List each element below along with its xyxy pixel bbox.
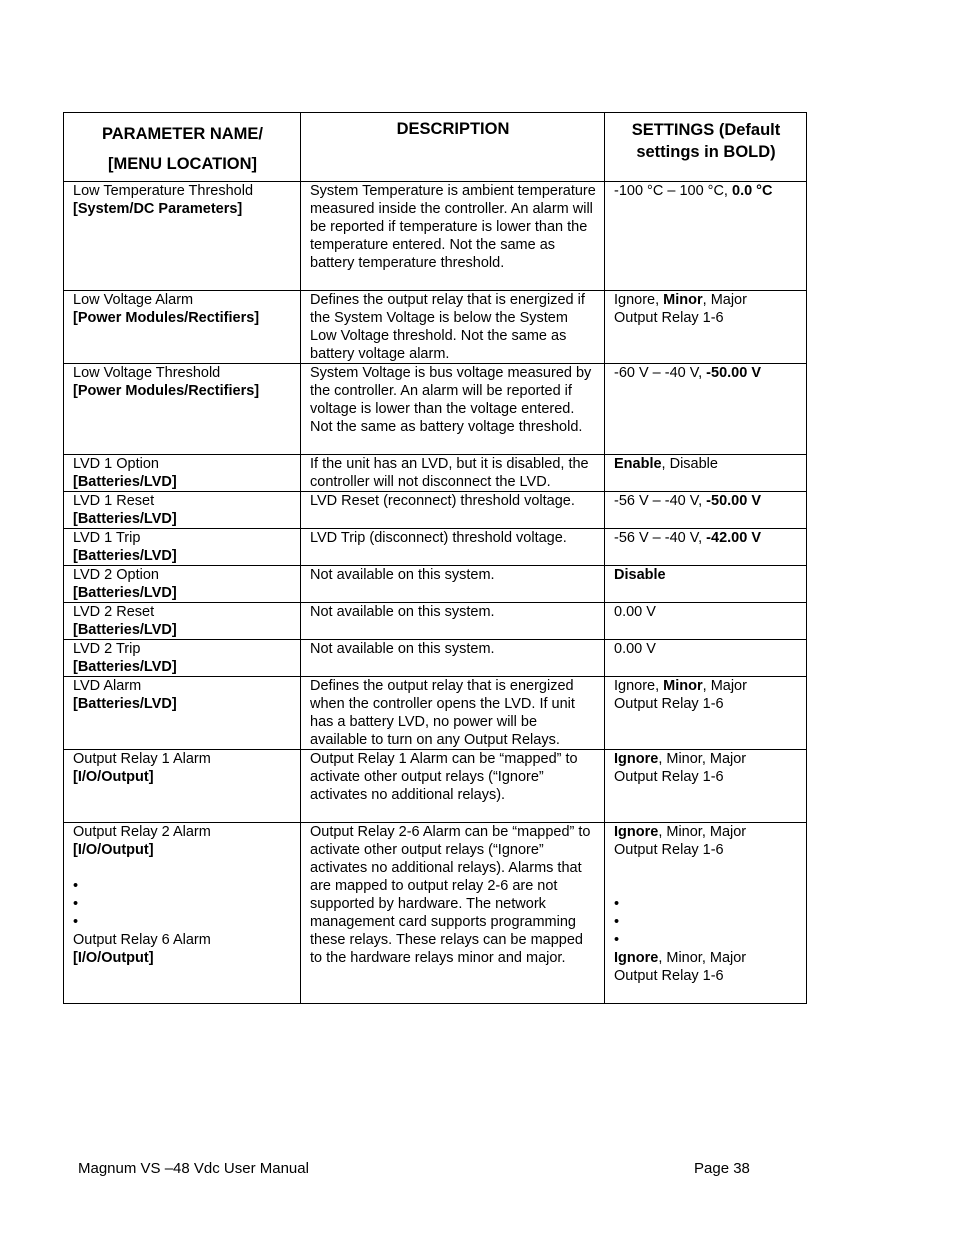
parameter-name: LVD 1 Reset: [73, 493, 155, 509]
table-row: [64, 492, 807, 529]
default-value: Minor: [663, 678, 703, 694]
description-cell: Output Relay 2-6 Alarm can be “mapped” to activate other output relays (“Ignore” activates no additional relays). Alarms that are mapped to output relay 2-6 are not supported by hardware. The network management card supports programming these relays. These relays can be mapped to the hardware relays minor and major.: [301, 823, 605, 1004]
table-row: [64, 182, 807, 291]
parameter-name: LVD Alarm: [73, 678, 142, 694]
parameter-cell: [64, 640, 301, 677]
table-row: [64, 364, 807, 455]
ellipsis-bullet: •: [614, 914, 620, 930]
footer-page-number: Page 38: [694, 1160, 750, 1177]
parameter-name: LVD 2 Option: [73, 567, 159, 583]
settings-cell: [605, 566, 807, 603]
menu-location: [Batteries/LVD]: [73, 511, 177, 527]
table-row: [64, 566, 807, 603]
settings-cell: 0.00 V: [605, 603, 807, 640]
default-value: 0.0 °C: [732, 183, 773, 199]
default-value: Disable: [614, 567, 666, 583]
description-cell: Defines the output relay that is energized when the controller opens the LVD. If unit has a battery LVD, no power will be available to turn on any Output Relays.: [301, 677, 605, 750]
default-value: -50.00 V: [706, 493, 761, 509]
default-value: Ignore: [614, 824, 659, 840]
settings-cell: Enable, Disable: [605, 455, 807, 492]
parameter-name: LVD 2 Reset: [73, 604, 155, 620]
parameter-name: Output Relay 2 Alarm: [73, 824, 211, 840]
header-description: DESCRIPTION: [301, 113, 605, 182]
default-value: Ignore: [614, 751, 659, 767]
description-cell: Not available on this system.: [301, 640, 605, 677]
ellipsis-bullet: •: [73, 896, 79, 912]
description-cell: System Voltage is bus voltage measured by the controller. An alarm will be reported if voltage is lower than the voltage entered. Not the same as battery voltage threshold.: [301, 364, 605, 455]
table-row: [64, 529, 807, 566]
settings-cell: Ignore, Minor, Major Output Relay 1-6 • • • Ignore, Minor, Major Output Relay 1-6: [605, 823, 807, 1004]
parameter-name: LVD 2 Trip: [73, 641, 141, 657]
footer-manual-title: Magnum VS –48 Vdc User Manual: [78, 1160, 309, 1177]
menu-location: [Power Modules/Rectifiers]: [73, 310, 260, 326]
menu-location: [System/DC Parameters]: [73, 201, 243, 217]
ellipsis-bullet: •: [614, 896, 620, 912]
table-row: [64, 455, 807, 492]
parameter-name: LVD 1 Trip: [73, 530, 141, 546]
table-header-row: [64, 113, 807, 182]
table-row: [64, 823, 807, 1004]
description-cell: Defines the output relay that is energized if the System Voltage is below the System Low Voltage threshold. Not the same as battery voltage alarm.: [301, 291, 605, 364]
ellipsis-bullet: •: [614, 932, 620, 948]
description-cell: If the unit has an LVD, but it is disabled, the controller will not disconnect the LVD.: [301, 455, 605, 492]
settings-cell: Ignore, Minor, Major Output Relay 1-6: [605, 291, 807, 364]
default-value: Ignore: [614, 950, 659, 966]
table-row: [64, 603, 807, 640]
description-cell: Not available on this system.: [301, 566, 605, 603]
parameter-name: LVD 1 Option: [73, 456, 159, 472]
parameter-cell: [64, 823, 301, 1004]
menu-location: [I/O/Output]: [73, 842, 154, 858]
settings-cell: -60 V – -40 V, -50.00 V: [605, 364, 807, 455]
menu-location: [Batteries/LVD]: [73, 548, 177, 564]
menu-location: [I/O/Output]: [73, 950, 154, 966]
settings-cell: -56 V – -40 V, -42.00 V: [605, 529, 807, 566]
settings-cell: -100 °C – 100 °C, 0.0 °C: [605, 182, 807, 291]
ellipsis-bullet: •: [73, 914, 79, 930]
parameter-name: Output Relay 6 Alarm: [73, 932, 211, 948]
parameter-cell: [64, 455, 301, 492]
default-value: Minor: [663, 292, 703, 308]
parameter-name: Low Voltage Alarm: [73, 292, 194, 308]
parameter-cell: [64, 529, 301, 566]
parameter-cell: [64, 182, 301, 291]
parameter-cell: [64, 603, 301, 640]
parameter-cell: [64, 677, 301, 750]
description-cell: LVD Reset (reconnect) threshold voltage.: [301, 492, 605, 529]
description-cell: System Temperature is ambient temperature measured inside the controller. An alarm will be reported if temperature is lower than the temperature entered. Not the same as battery temperature threshold.: [301, 182, 605, 291]
parameter-cell: [64, 291, 301, 364]
settings-cell: 0.00 V: [605, 640, 807, 677]
parameter-table: [63, 112, 807, 1004]
parameter-name: Low Voltage Threshold: [73, 365, 221, 381]
menu-location: [Batteries/LVD]: [73, 585, 177, 601]
parameter-name: Output Relay 1 Alarm: [73, 751, 211, 767]
description-cell: Not available on this system.: [301, 603, 605, 640]
parameter-cell: [64, 750, 301, 823]
menu-location: [Power Modules/Rectifiers]: [73, 383, 260, 399]
ellipsis-bullet: •: [73, 878, 79, 894]
settings-cell: Ignore, Minor, Major Output Relay 1-6: [605, 750, 807, 823]
description-cell: Output Relay 1 Alarm can be “mapped” to activate other output relays (“Ignore” activates no additional relays).: [301, 750, 605, 823]
menu-location: [Batteries/LVD]: [73, 696, 177, 712]
table-row: [64, 750, 807, 823]
header-parameter-name: PARAMETER NAME/ [MENU LOCATION]: [64, 113, 301, 182]
default-value: Enable: [614, 456, 662, 472]
parameter-cell: [64, 364, 301, 455]
parameter-name: Low Temperature Threshold: [73, 183, 254, 199]
parameter-cell: [64, 566, 301, 603]
table-row: [64, 640, 807, 677]
description-cell: LVD Trip (disconnect) threshold voltage.: [301, 529, 605, 566]
menu-location: [Batteries/LVD]: [73, 474, 177, 490]
header-settings: SETTINGS (Default settings in BOLD): [605, 113, 807, 182]
parameter-cell: [64, 492, 301, 529]
default-value: -42.00 V: [706, 530, 761, 546]
settings-cell: Ignore, Minor, Major Output Relay 1-6: [605, 677, 807, 750]
menu-location: [I/O/Output]: [73, 769, 154, 785]
default-value: -50.00 V: [706, 365, 761, 381]
table-row: [64, 677, 807, 750]
table-row: [64, 291, 807, 364]
menu-location: [Batteries/LVD]: [73, 659, 177, 675]
settings-cell: -56 V – -40 V, -50.00 V: [605, 492, 807, 529]
menu-location: [Batteries/LVD]: [73, 622, 177, 638]
